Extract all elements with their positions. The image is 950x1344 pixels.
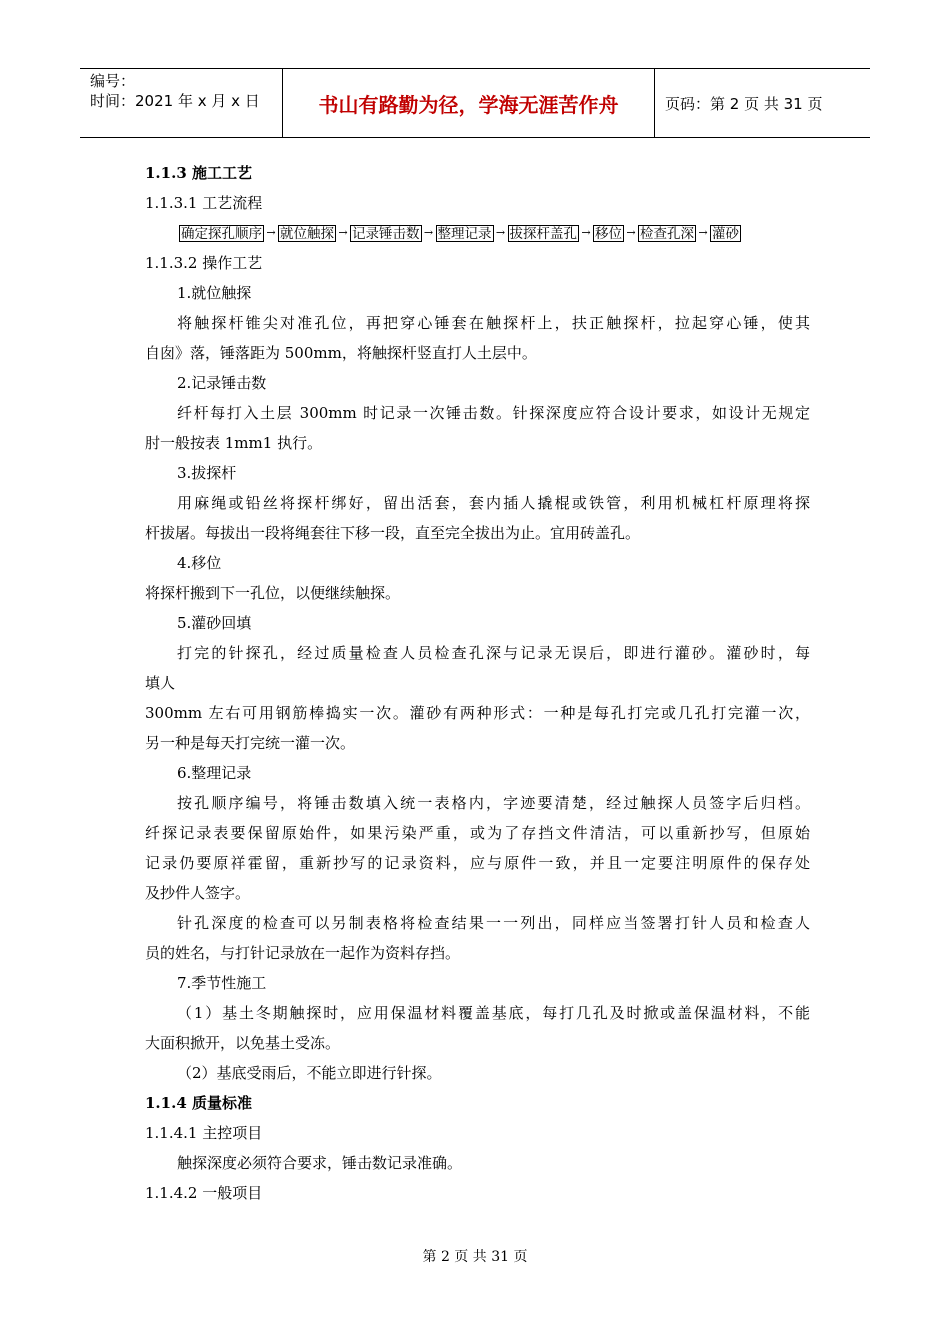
arrow-right-icon: → [423, 226, 434, 239]
item-title: 6.整理记录 [177, 764, 252, 782]
arrow-right-icon: → [698, 226, 708, 239]
paragraph-line: 用麻绳或铅丝将探杆绑好，留出活套，套内插人撬棍或铁管，利用机械杠杆原理将探 [177, 494, 810, 512]
doc-date: 时间：2021 年 x 月 x 日 [90, 92, 260, 110]
item-title: 7.季节性施工 [177, 974, 267, 992]
flow-step: 就位触探 [280, 225, 334, 242]
arrow-right-icon: → [626, 226, 636, 239]
section-heading: 1.1.3 施工工艺 [145, 164, 252, 182]
flow-step: 检查孔深 [640, 225, 694, 242]
item-title: 3.拔探杆 [177, 464, 237, 482]
subsection-heading: 1.1.3.2 操作工艺 [145, 254, 263, 272]
paragraph-line: 杆拔屠。每拔出一段将绳套往下移一段，直至完全拔出为止。宜用砖盖孔。 [145, 524, 641, 542]
paragraph-line: 将触探杆锥尖对准孔位，再把穿心锤套在触探杆上，扶正触探杆，拉起穿心锤，使其 [177, 314, 810, 332]
item-title: 1.就位触探 [177, 284, 252, 302]
flow-step: 拔探杆盖孔 [509, 225, 577, 242]
page-footer: 第 2 页 共 31 页 [422, 1249, 528, 1265]
page-header [80, 68, 870, 138]
paragraph-line: 针孔深度的检查可以另制表格将检查结果一一列出，同样应当签署打针人员和检查人 [177, 914, 810, 932]
arrow-right-icon: → [266, 226, 276, 239]
arrow-right-icon: → [495, 226, 506, 239]
paragraph-line: 300mm 左右可用钢筋棒捣实一次。灌砂有两种形式：一种是每孔打完或几孔打完灌一次， [145, 704, 810, 722]
arrow-right-icon: → [338, 226, 348, 239]
paragraph-line: 纤杆每打入土层 300mm 时记录一次锤击数。针探深度应符合设计要求，如设计无规定 [177, 404, 810, 422]
arrow-right-icon: → [581, 226, 591, 239]
doc-number: 编号： [90, 72, 136, 90]
paragraph-line: （2）基底受雨后，不能立即进行针探。 [177, 1064, 442, 1082]
paragraph-line: 及抄件人签字。 [145, 884, 251, 902]
flow-step: 灌砂 [712, 225, 739, 242]
paragraph-line: 按孔顺序编号，将锤击数填入统一表格内，字迹要清楚，经过触探人员签字后归档。 [177, 794, 810, 812]
paragraph-line: 肘一般按表 1mm1 执行。 [145, 434, 323, 452]
section-heading: 1.1.4 质量标准 [145, 1094, 252, 1112]
header-page-number: 页码：第 2 页 共 31 页 [665, 94, 823, 113]
flow-step: 整理记录 [437, 225, 492, 242]
paragraph-line: 填人 [145, 674, 176, 692]
paragraph-line: 触探深度必须符合要求，锤击数记录准确。 [177, 1154, 463, 1172]
flow-step: 记录锤击数 [352, 225, 420, 242]
item-title: 5.灌砂回填 [177, 614, 252, 632]
flow-step: 确定探孔顺序 [181, 225, 262, 242]
process-flowchart [145, 218, 810, 248]
paragraph-line: 将探杆搬到下一孔位，以便继续触探。 [145, 584, 401, 602]
subsection-heading: 1.1.4.1 主控项目 [145, 1124, 263, 1142]
header-meta [80, 69, 282, 137]
flow-step: 移位 [595, 225, 622, 242]
paragraph-line: 大面积掀开，以免基土受冻。 [145, 1034, 341, 1052]
paragraph-line: 记录仍要原祥霍留，重新抄写的记录资料，应与原件一致，并且一定要注明原件的保存处 [145, 854, 810, 872]
header-motto: 书山有路勤为径，学海无涯苦作舟 [282, 69, 655, 137]
paragraph-line: 员的姓名，与打针记录放在一起作为资料存挡。 [145, 944, 461, 962]
paragraph-line: 另一种是每天打完统一灌一次。 [145, 734, 356, 752]
subsection-heading: 1.1.3.1 工艺流程 [145, 194, 263, 212]
subsection-heading: 1.1.4.2 一般项目 [145, 1184, 263, 1202]
item-title: 2.记录锤击数 [177, 374, 267, 392]
item-title: 4.移位 [177, 554, 222, 572]
paragraph-line: 打完的针探孔，经过质量检查人员检查孔深与记录无误后，即进行灌砂。灌砂时，每 [177, 644, 810, 662]
paragraph-line: （1）基土冬期触探时，应用保温材料覆盖基底，每打几孔及时掀或盖保温材料，不能 [177, 1004, 810, 1022]
paragraph-line: 纤探记录表要保留原始件，如果污染严重，或为了存挡文件清洁，可以重新抄写，但原始 [145, 824, 810, 842]
document-body [145, 158, 810, 1208]
paragraph-line: 自囱》落，锤落距为 500mm，将触探杆竖直打人土层中。 [145, 344, 537, 362]
